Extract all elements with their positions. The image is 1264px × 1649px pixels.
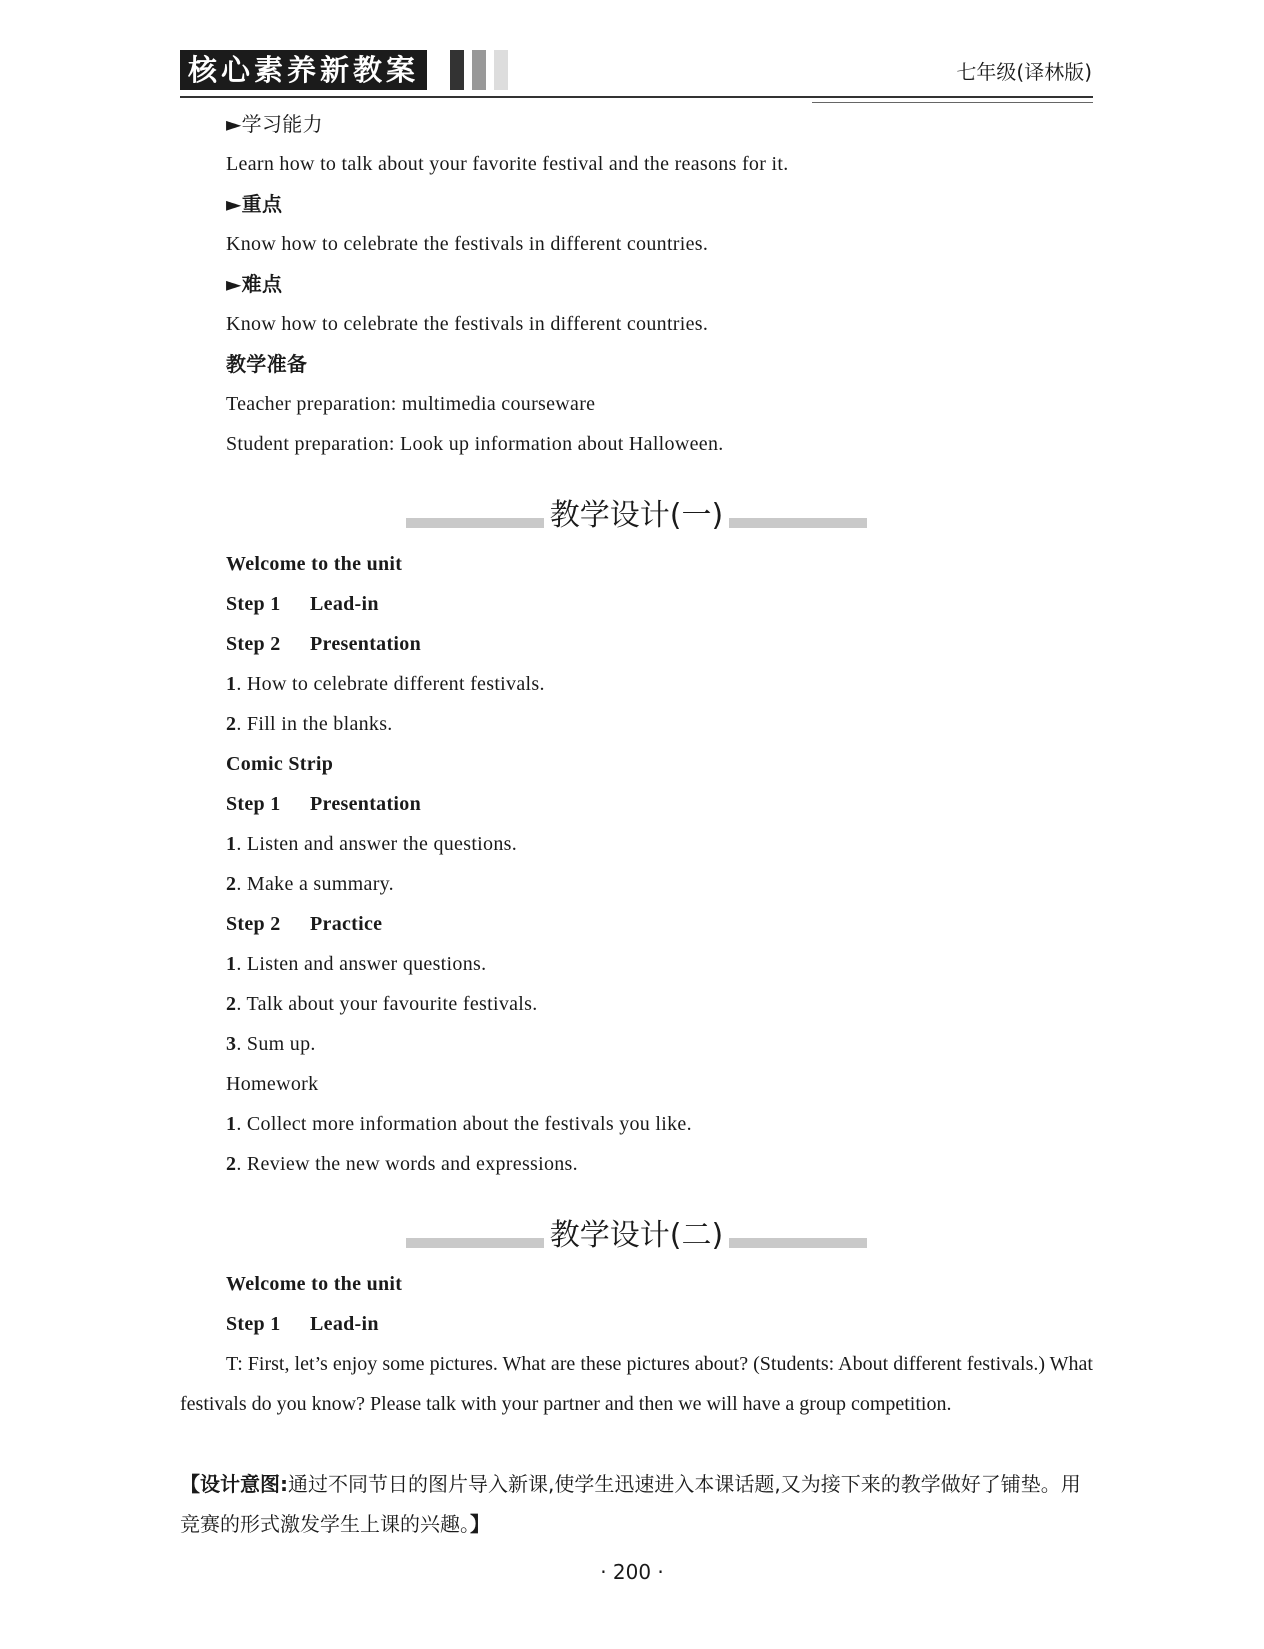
ability-label: ►学习能力 bbox=[226, 112, 323, 136]
list-item: 3. Sum up. bbox=[226, 1033, 316, 1055]
header-rule bbox=[180, 96, 1093, 98]
list-item: 1. Listen and answer questions. bbox=[226, 953, 487, 975]
welcome-heading: Welcome to the unit bbox=[226, 1273, 403, 1295]
list-item: 2. Fill in the blanks. bbox=[226, 713, 393, 735]
step-line: Step 2 Practice bbox=[226, 913, 383, 935]
difficult-label: ►难点 bbox=[226, 272, 283, 296]
key-label: ►重点 bbox=[226, 192, 283, 216]
step-line: Step 2 Presentation bbox=[226, 633, 421, 655]
page-number: · 200 · bbox=[600, 1560, 664, 1584]
list-item: 2. Talk about your favourite festivals. bbox=[226, 993, 538, 1015]
lead-in-paragraph: T: First, let’s enjoy some pictures. What are these pictures about? (Students: About different festivals.) What festivals do you know? Please talk with your partner and then we will have a group competition. bbox=[180, 1353, 1093, 1415]
list-item: 2. Review the new words and expressions. bbox=[226, 1153, 578, 1175]
step-line: Step 1 Presentation bbox=[226, 793, 421, 815]
design-intent-note: 【设计意图:通过不同节日的图片导入新课,使学生迅速进入本课话题,又为接下来的教学做好了铺垫。用竞赛的形式激发学生上课的兴趣。】 bbox=[180, 1472, 1081, 1536]
key-text: Know how to celebrate the festivals in different countries. bbox=[226, 233, 709, 255]
list-item: 2. Make a summary. bbox=[226, 873, 394, 895]
list-item: 1. Listen and answer the questions. bbox=[226, 833, 518, 855]
header-bar-light bbox=[494, 50, 508, 90]
section1-title: 教学设计(一) bbox=[406, 496, 867, 536]
preparation-label: 教学准备 bbox=[226, 352, 308, 376]
homework-heading: Homework bbox=[226, 1073, 319, 1095]
welcome-heading: Welcome to the unit bbox=[226, 553, 403, 575]
comic-strip-heading: Comic Strip bbox=[226, 753, 334, 775]
header-bar-dark bbox=[450, 50, 464, 90]
list-item: 1. Collect more information about the festivals you like. bbox=[226, 1113, 692, 1135]
step-line: Step 1 Lead-in bbox=[226, 1313, 379, 1335]
grade-label: 七年级(译林版) bbox=[956, 60, 1092, 84]
header-rule-short bbox=[812, 102, 1093, 103]
book-title: 核心素养新教案 bbox=[180, 50, 427, 90]
section2-title: 教学设计(二) bbox=[406, 1216, 867, 1256]
teacher-preparation: Teacher preparation: multimedia courseware bbox=[226, 393, 596, 415]
header-bar-mid bbox=[472, 50, 486, 90]
step-line: Step 1 Lead-in bbox=[226, 593, 379, 615]
list-item: 1. How to celebrate different festivals. bbox=[226, 673, 545, 695]
student-preparation: Student preparation: Look up information about Halloween. bbox=[226, 433, 724, 455]
difficult-text: Know how to celebrate the festivals in different countries. bbox=[226, 313, 709, 335]
ability-text: Learn how to talk about your favorite festival and the reasons for it. bbox=[226, 153, 789, 175]
